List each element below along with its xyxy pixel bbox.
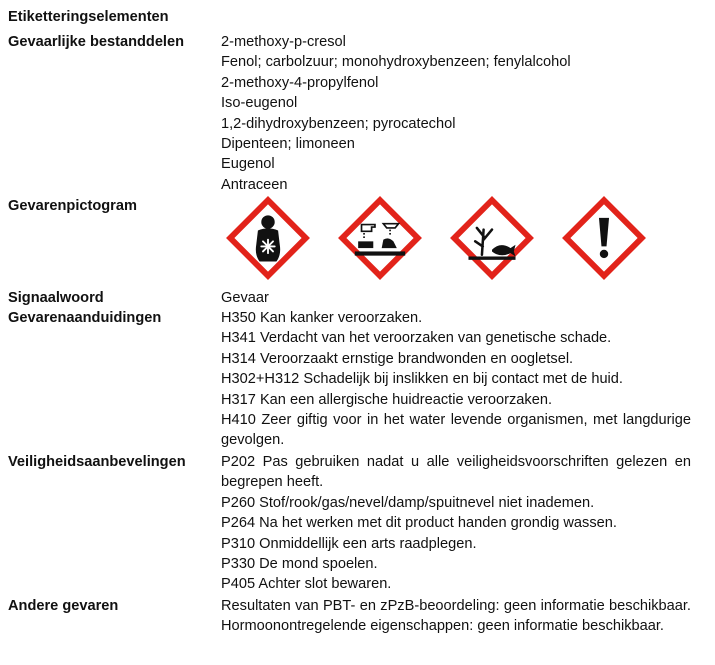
other-hazards-label: Andere gevaren <box>8 598 119 614</box>
ingredient-item: Eugenol <box>221 156 275 173</box>
precautionary-statement: P330 De mond spoelen. <box>221 556 378 573</box>
precautionary-statement: P202 Pas gebruiken nadat u alle veiligheidsvoorschriften gelezen en begrepen heeft. <box>221 454 691 491</box>
precautionary-statements-label: Veiligheidsaanbevelingen <box>8 454 186 470</box>
ingredient-item: 2-methoxy-p-cresol <box>221 34 346 50</box>
ingredients-label: Gevaarlijke bestanddelen <box>8 34 185 50</box>
corrosion-icon <box>338 196 422 280</box>
precautionary-statements-list <box>221 452 691 595</box>
ingredient-item: Antraceen <box>221 176 288 193</box>
ingredients-list <box>221 32 691 195</box>
health-hazard-icon <box>226 196 310 280</box>
precautionary-statement: P264 Na het werken met dit product handen grondig wassen. <box>221 515 617 532</box>
ingredient-item: Iso-eugenol <box>221 95 298 112</box>
signal-word-value: Gevaar <box>221 290 269 306</box>
signal-word-label: Signaalwoord <box>8 290 104 306</box>
ingredient-item: Fenol; carbolzuur; monohydroxybenzeen; fenylalcohol <box>221 54 571 71</box>
other-hazards-value: Resultaten van PBT- en zPzB-beoordeling: geen informatie beschikbaar. Hormoonontregelende eigenschappen: geen informatie beschikbaar. <box>221 598 691 635</box>
ingredient-item: 1,2-dihydroxybenzeen; pyrocatechol <box>221 115 456 132</box>
hazard-statement: H341 Verdacht van het veroorzaken van genetische schade. <box>221 330 612 347</box>
pictogram-label: Gevarenpictogram <box>8 198 137 214</box>
precautionary-statement: P310 Onmiddellijk een arts raadplegen. <box>221 535 477 552</box>
hazard-statement: H302+H312 Schadelijk bij inslikken en bij contact met de huid. <box>221 371 623 388</box>
precautionary-statement: P260 Stof/rook/gas/nevel/damp/spuitnevel niet inademen. <box>221 494 595 511</box>
section-title: Etiketteringselementen <box>8 9 169 25</box>
hazard-statement: H314 Veroorzaakt ernstige brandwonden en oogletsel. <box>221 350 574 367</box>
hazard-statement: H317 Kan een allergische huidreactie veroorzaken. <box>221 391 552 408</box>
ingredient-item: 2-methoxy-4-propylfenol <box>221 74 379 91</box>
precautionary-statement: P405 Achter slot bewaren. <box>221 576 392 593</box>
hazard-statements-label: Gevarenaanduidingen <box>8 310 162 326</box>
hazard-statements-list <box>221 308 691 451</box>
exclamation-mark-icon <box>562 196 646 280</box>
hazard-statement: H410 Zeer giftig voor in het water levende organismen, met langdurige gevolgen. <box>221 412 691 449</box>
ingredient-item: Dipenteen; limoneen <box>221 136 355 153</box>
environment-icon <box>450 196 534 280</box>
hazard-statement: H350 Kan kanker veroorzaken. <box>221 310 423 326</box>
